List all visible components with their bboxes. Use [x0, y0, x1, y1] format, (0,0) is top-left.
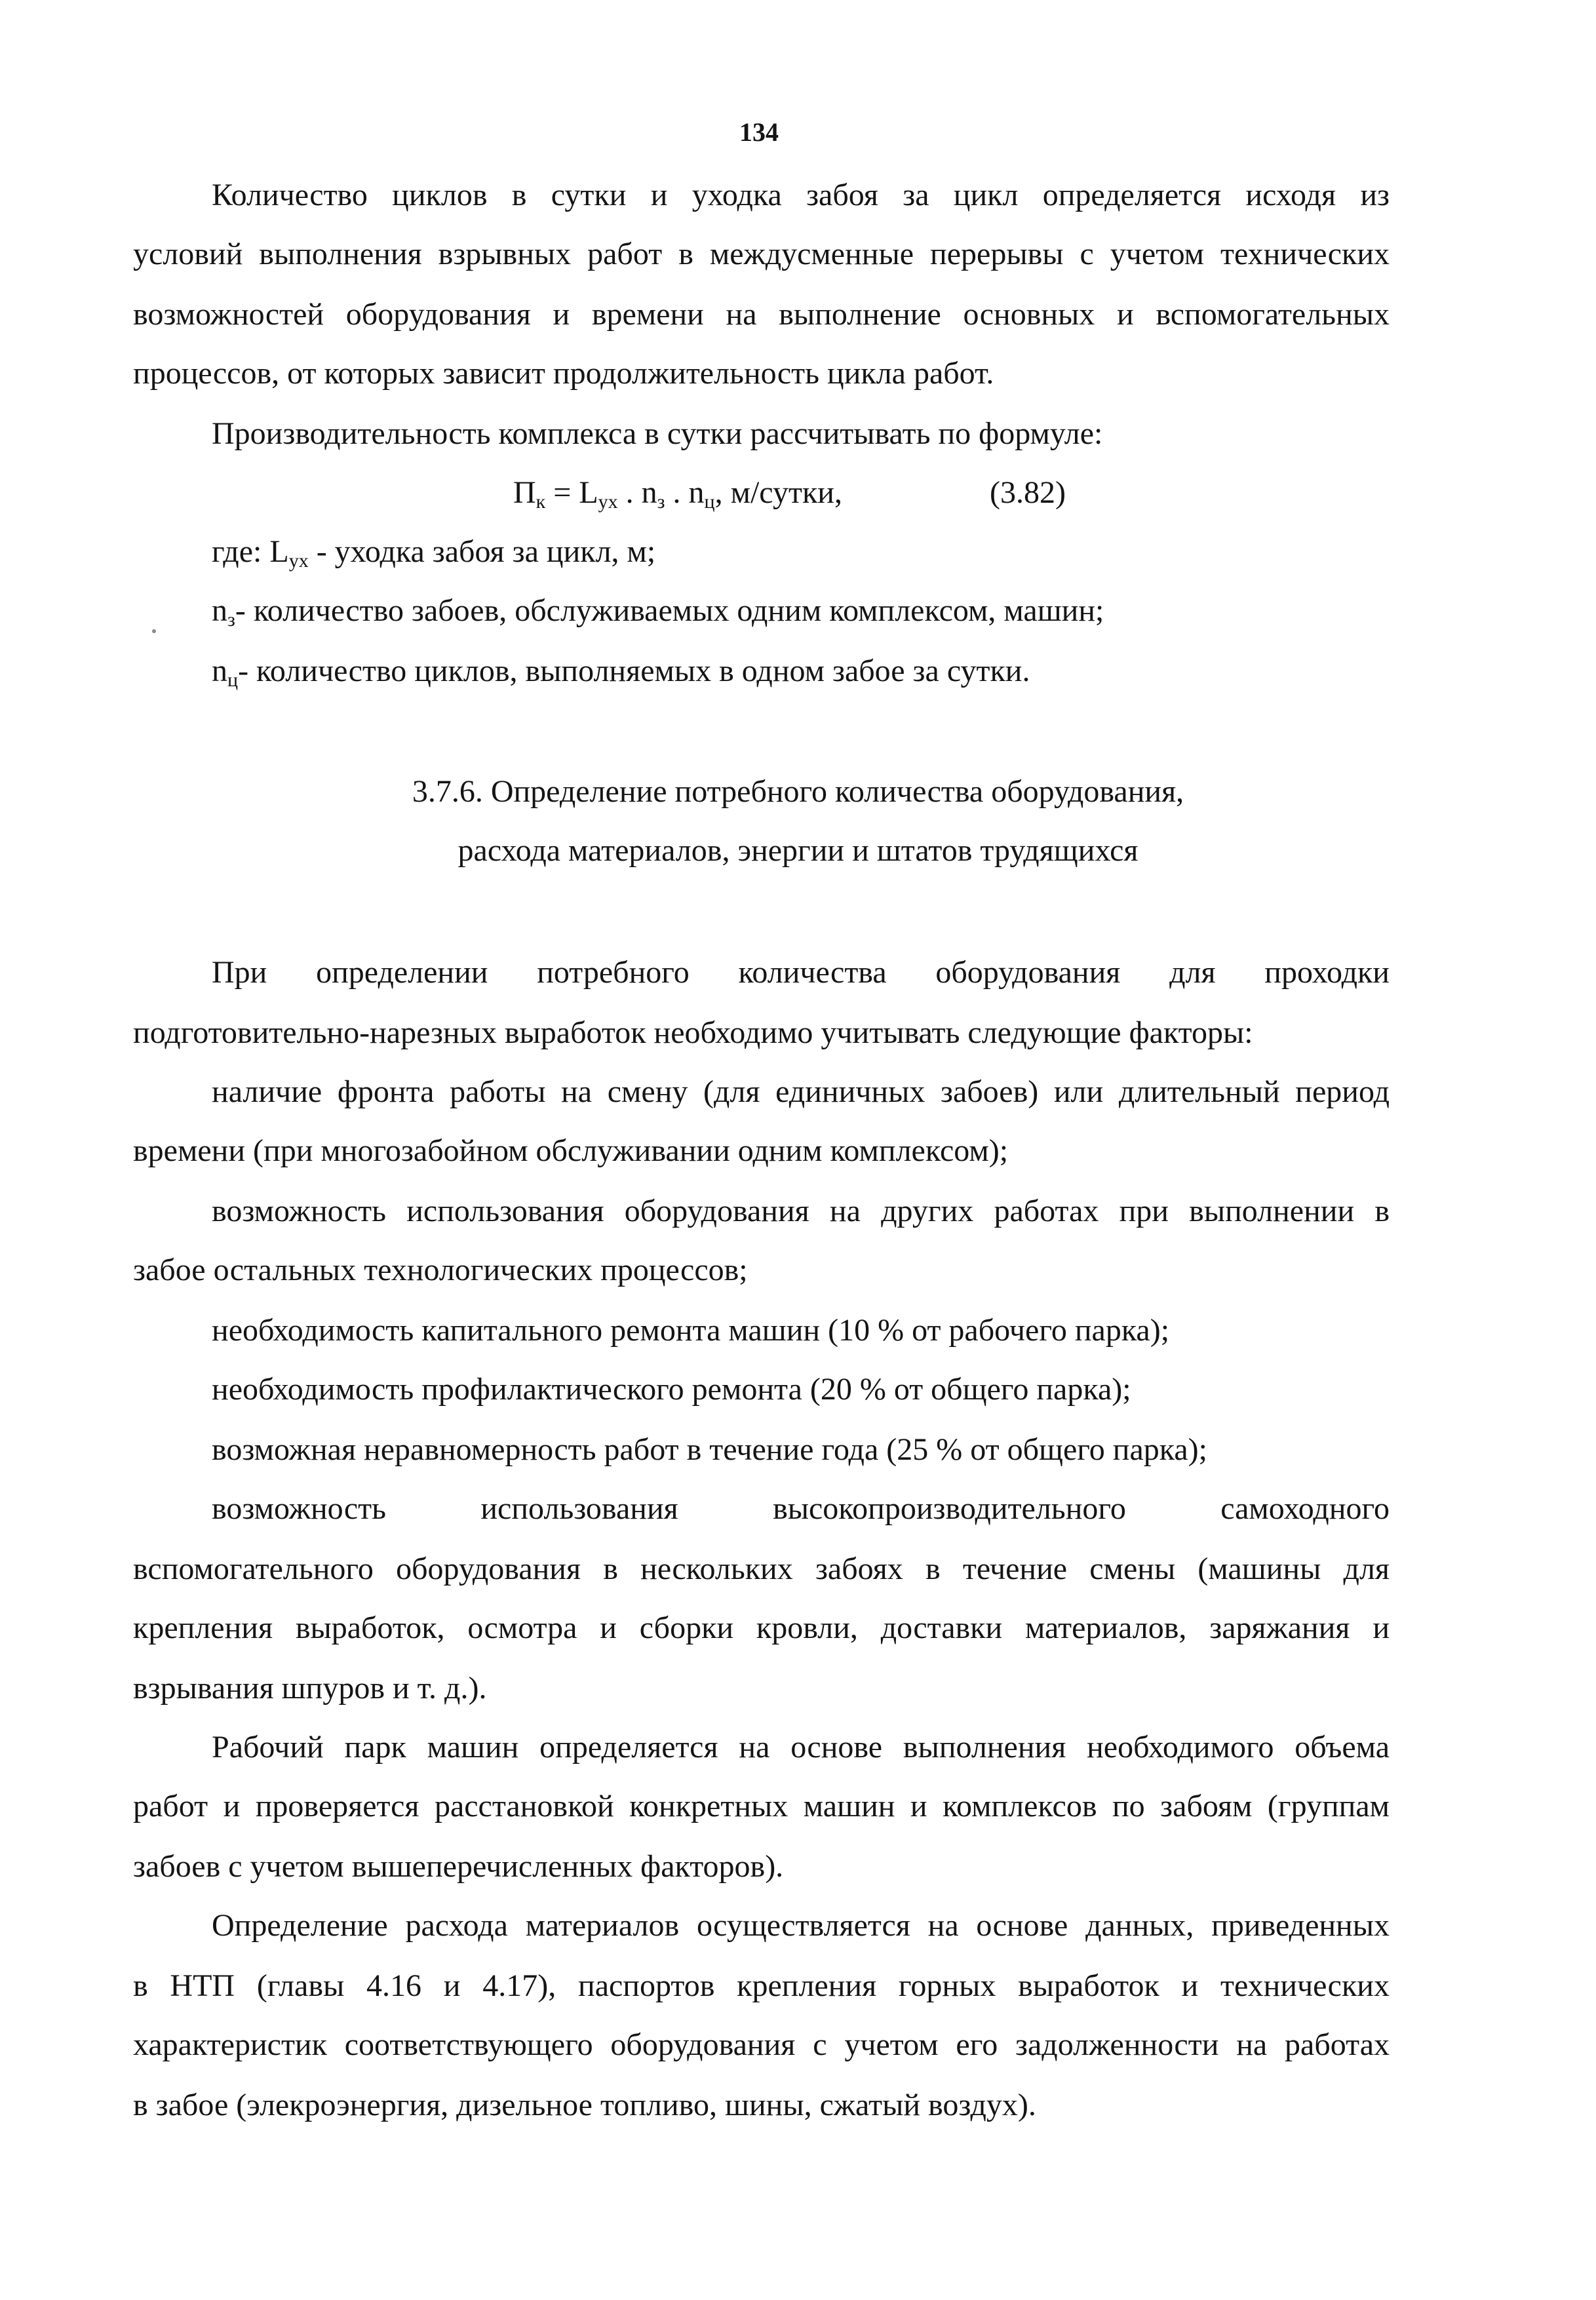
- section-heading: 3.7.6. Определение потребного количества оборудования,: [412, 774, 1184, 809]
- para1-line: процессов, от которых зависит продолжительность цикла работ.: [133, 356, 994, 391]
- formula: $П_к = L_{ух}$ . $n_з$ . $n_ц$, м/сутки,: [513, 475, 842, 513]
- section-heading: расхода материалов, энергии и штатов трудящихся: [457, 833, 1139, 868]
- para1-line: условий выполнения взрывных работ в междусменные перерывы с учетом технических: [133, 237, 1390, 271]
- formula-number: (3.82): [990, 475, 1066, 510]
- scan-speck: [152, 629, 156, 633]
- para3-line: забоев с учетом вышеперечисленных факторов).: [133, 1849, 784, 1884]
- where-item: $n_з-$ количество забоев, обслуживаемых одним комплексом, машин;: [212, 593, 1104, 631]
- factor-line: необходимость капитального ремонта машин (10 % от рабочего парка);: [212, 1313, 1170, 1348]
- factor-line: возможность использования высокопроизводительного самоходного: [212, 1491, 1390, 1526]
- factor-line: взрывания шпуров и т. д.).: [133, 1671, 487, 1706]
- factor-line: необходимость профилактического ремонта (20 % от общего парка);: [212, 1372, 1131, 1407]
- para3-line: Рабочий парк машин определяется на основе выполнения необходимого объема: [212, 1730, 1390, 1764]
- para3-line: работ и проверяется расстановкой конкретных машин и комплексов по забоям (группам: [133, 1789, 1390, 1823]
- para2-line: При определении потребного количества оборудования для проходки: [212, 955, 1390, 990]
- factor-line: возможная неравномерность работ в течение года (25 % от общего парка);: [212, 1432, 1207, 1467]
- where-item: где: $L_{ух}$ - уходка забоя за цикл, м;: [212, 534, 656, 572]
- factor-line: крепления выработок, осмотра и сборки кровли, доставки материалов, заряжания и: [133, 1610, 1390, 1645]
- factor-line: наличие фронта работы на смену (для единичных забоев) или длительный период: [212, 1074, 1390, 1109]
- para1-line: Количество циклов в сутки и уходка забоя за цикл определяется исходя из: [212, 178, 1390, 212]
- para2-line: подготовительно-нарезных выработок необходимо учитывать следующие факторы:: [133, 1015, 1253, 1050]
- para4-line: Определение расхода материалов осуществляется на основе данных, приведенных: [212, 1908, 1390, 1943]
- factor-line: забое остальных технологических процессов;: [133, 1253, 748, 1287]
- formula-intro: Производительность комплекса в сутки рассчитывать по формуле:: [212, 416, 1103, 451]
- where-item: $n_ц-$ количество циклов, выполняемых в одном забое за сутки.: [212, 653, 1030, 691]
- factor-line: возможность использования оборудования на других работах при выполнении в: [212, 1194, 1390, 1228]
- para4-line: в забое (элекроэнергия, дизельное топливо, шины, сжатый воздух).: [133, 2088, 1036, 2122]
- para4-line: характеристик соответствующего оборудования с учетом его задолженности на работах: [133, 2027, 1390, 2062]
- para1-line: возможностей оборудования и времени на выполнение основных и вспомогательных: [133, 297, 1390, 332]
- factor-line: времени (при многозабойном обслуживании одним комплексом);: [133, 1133, 1009, 1168]
- factor-line: вспомогательного оборудования в нескольких забоях в течение смены (машины для: [133, 1551, 1390, 1586]
- para4-line: в НТП (главы 4.16 и 4.17), паспортов крепления горных выработок и технических: [133, 1968, 1390, 2003]
- page-number: 134: [739, 117, 779, 147]
